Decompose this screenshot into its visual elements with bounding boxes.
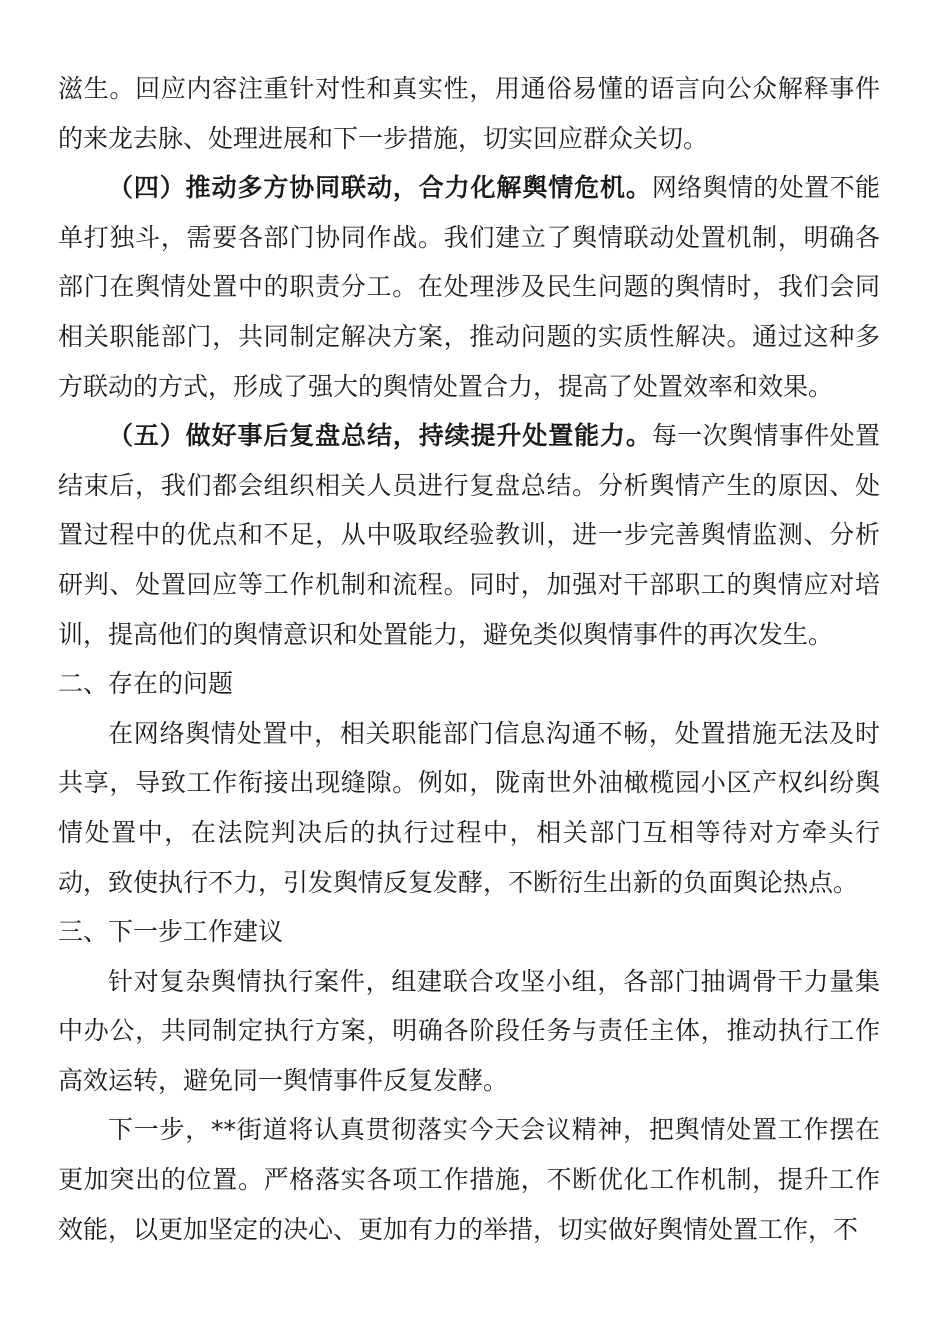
paragraph-five-body: 每一次舆情事件处置结束后，我们都会组织相关人员进行复盘总结。分析舆情产生的原因、处置过程中的优点和不足，从中吸取经验教训，进一步完善舆情监测、分析研判、处置回应等工作机制和流程。同时，加强对干部职工的舆情应对培训，提高他们的舆情意识和处置能力，避免类似舆情事件的再次发生。 [58, 421, 880, 649]
paragraph-four-body: 网络舆情的处置不能单打独斗，需要各部门协同作战。我们建立了舆情联动处置机制，明确各部门在舆情处置中的职责分工。在处理涉及民生问题的舆情时，我们会同相关职能部门，共同制定解决方案，推动问题的实质性解决。通过这种多方联动的方式，形成了强大的舆情处置合力，提高了处置效率和效果。 [58, 173, 880, 401]
section-two-title: 二、存在的问题 [58, 669, 234, 699]
paragraph-four-heading: （四）推动多方协同联动，合力化解舆情危机。 [108, 173, 652, 203]
paragraph-five-heading: （五）做好事后复盘总结，持续提升处置能力。 [108, 421, 652, 451]
document-body [58, 64, 880, 1254]
paragraph-four [58, 163, 880, 411]
paragraph-five [58, 411, 880, 659]
section-three-title: 三、下一步工作建议 [58, 917, 284, 947]
section-two-body: 在网络舆情处置中，相关职能部门信息沟通不畅，处置措施无法及时共享，导致工作衔接出现缝隙。例如，陇南世外油橄榄园小区产权纠纷舆情处置中，在法院判决后的执行过程中，相关部门互相等待对方牵头行动，致使执行不力，引发舆情反复发酵，不断衍生出新的负面舆论热点。 [58, 718, 880, 897]
continuation-paragraph: 滋生。回应内容注重针对性和真实性，用通俗易懂的语言向公众解释事件的来龙去脉、处理进展和下一步措施，切实回应群众关切。 [58, 74, 880, 153]
closing-paragraph: 下一步，**街道将认真贯彻落实今天会议精神，把舆情处置工作摆在更加突出的位置。严格落实各项工作措施，不断优化工作机制，提升工作效能，以更加坚定的决心、更加有力的举措，切实做好舆情处置工作，不 [58, 1115, 880, 1244]
section-three-body: 针对复杂舆情执行案件，组建联合攻坚小组，各部门抽调骨干力量集中办公，共同制定执行方案，明确各阶段任务与责任主体，推动执行工作高效运转，避免同一舆情事件反复发酵。 [58, 966, 880, 1095]
